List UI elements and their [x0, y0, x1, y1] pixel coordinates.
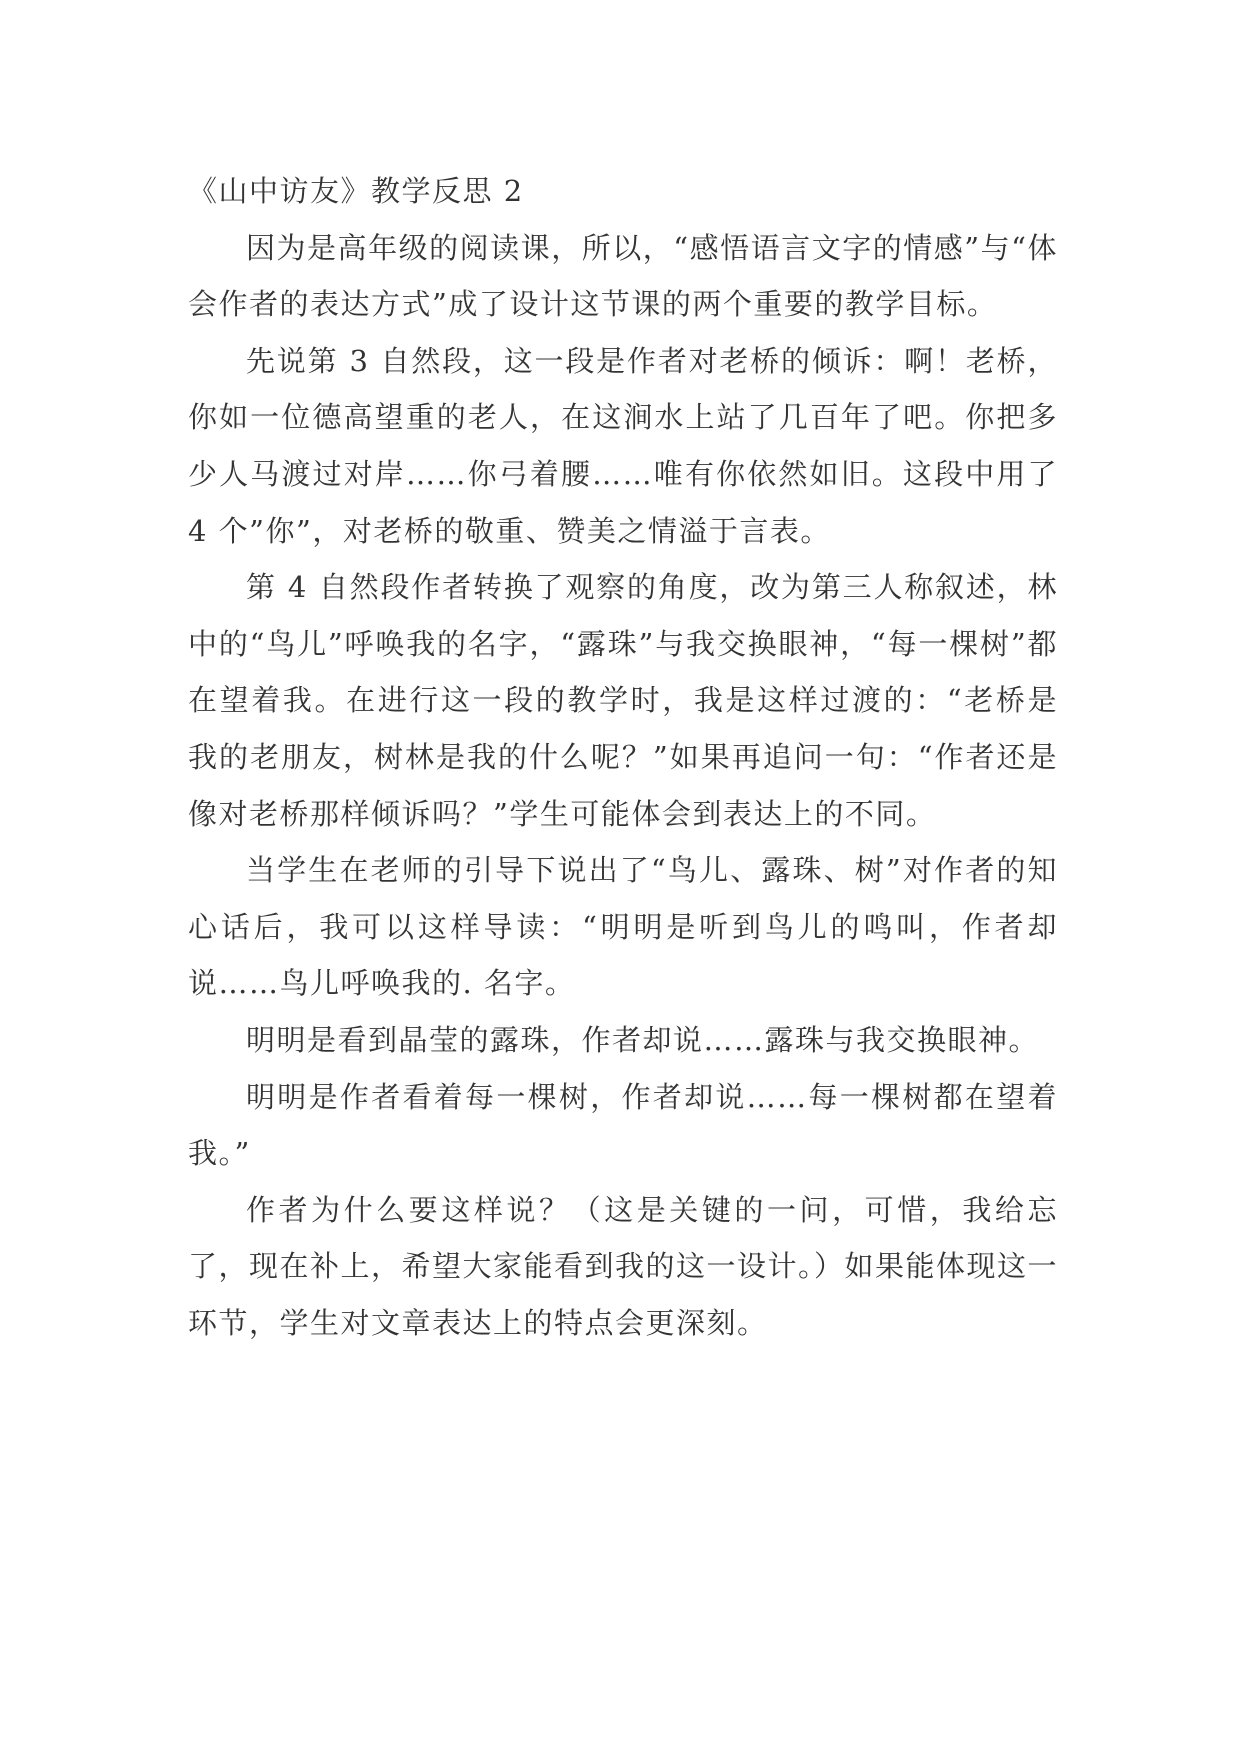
paragraph: 先说第 3 自然段，这一段是作者对老桥的倾诉：啊！老桥，你如一位德高望重的老人，在这涧水上站了几百年了吧。你把多少人马渡过对岸……你弓着腰……唯有你依然如旧。这段中用了 4 个”你”，对老桥的敬重、赞美之情溢于言表。 — [188, 343, 1058, 548]
paragraph: 第 4 自然段作者转换了观察的角度，改为第三人称叙述，林中的“鸟儿”呼唤我的名字，“露珠”与我交换眼神，“每一棵树”都在望着我。在进行这一段的教学时，我是这样过渡的：“老桥是我的老朋友，树林是我的什么呢？”如果再追问一句：“作者还是像对老桥那样倾诉吗？”学生可能体会到表达上的不同。 — [188, 570, 1058, 831]
document-body — [188, 163, 1058, 1351]
paragraph: 当学生在老师的引导下说出了“鸟儿、露珠、树”对作者的知心话后，我可以这样导读：“明明是听到鸟儿的鸣叫，作者却说……鸟儿呼唤我的. 名字。 — [188, 853, 1058, 1001]
document-title: 《山中访友》教学反思 2 — [188, 174, 524, 208]
paragraph: 作者为什么要这样说？（这是关键的一问，可惜，我给忘了，现在补上，希望大家能看到我的这一设计。）如果能体现这一环节，学生对文章表达上的特点会更深刻。 — [188, 1192, 1059, 1340]
paragraph: 明明是看到晶莹的露珠，作者却说……露珠与我交换眼神。 — [246, 1022, 1040, 1057]
paragraph: 因为是高年级的阅读课，所以，“感悟语言文字的情感”与“体会作者的表达方式”成了设计这节课的两个重要的教学目标。 — [188, 230, 1058, 322]
paragraph: 明明是作者看着每一棵树，作者却说……每一棵树都在望着我。” — [188, 1079, 1058, 1171]
